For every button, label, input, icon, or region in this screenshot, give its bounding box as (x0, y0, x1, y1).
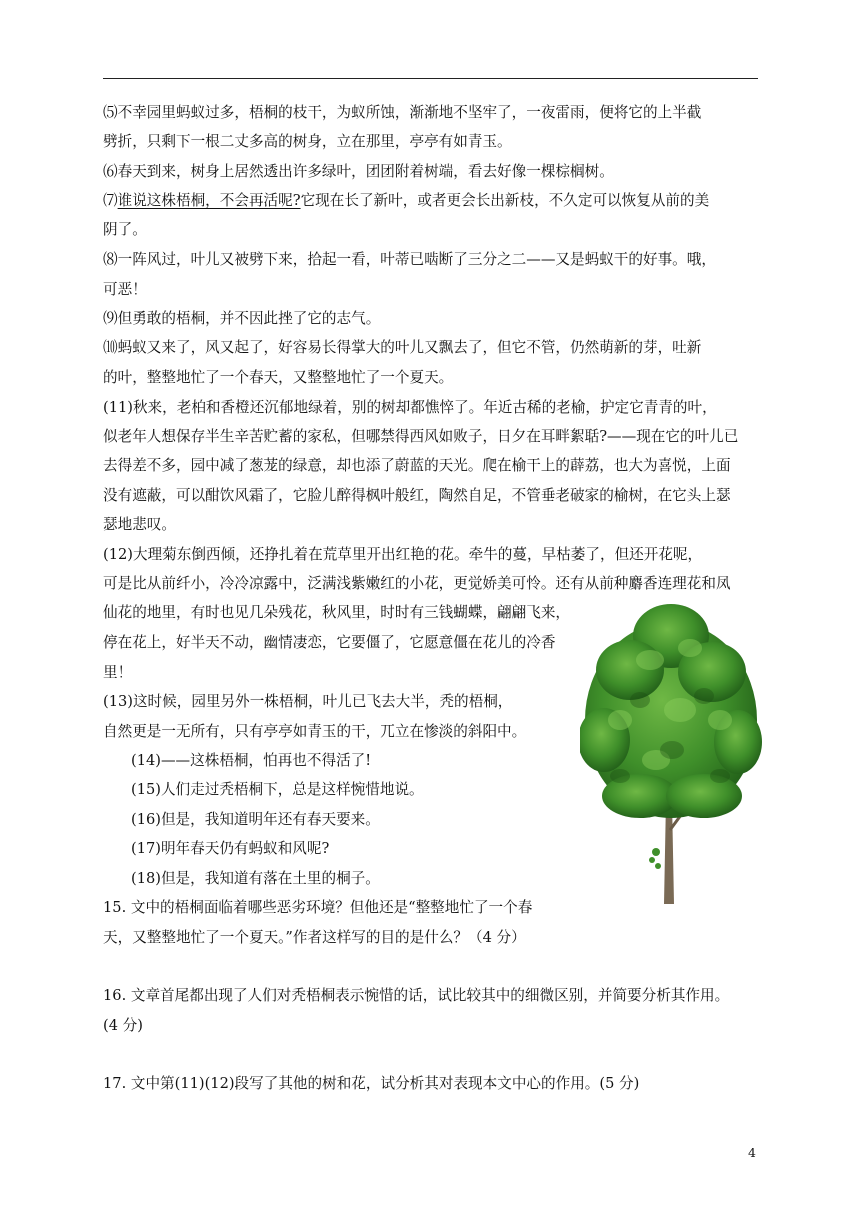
p15: (15)人们走过秃梧桐下，总是这样惋惜地说。 (131, 781, 424, 798)
p13-line1: (13)这时候，园里另外一株梧桐，叶儿已飞去大半，秃的梧桐， (103, 693, 513, 710)
p5-line1: ⑸不幸园里蚂蚁过多，梧桐的枝干，为蚁所蚀，渐渐地不坚牢了，一夜雷雨，便将它的上半截 (103, 104, 702, 121)
p5-line2: 劈折，只剩下一根二丈多高的树身，立在那里，亭亭有如青玉。 (103, 133, 512, 150)
p12-line5: 里！ (103, 664, 133, 681)
page-number: 4 (748, 1145, 756, 1160)
p12-line3: 仙花的地里，有时也见几朵残花，秋风里，时时有三钱蝴蝶，翩翩飞来， (103, 604, 571, 621)
p10-line2: 的叶，整整地忙了一个春天，又整整地忙了一个夏天。 (103, 369, 454, 386)
p17: (17)明年春天仍有蚂蚁和风呢? (131, 840, 330, 857)
question-15-line2: 天，又整整地忙了一个夏天。”作者这样写的目的是什么？（4 分） (103, 929, 526, 946)
p7-line2: 阴了。 (103, 221, 147, 238)
p12-line4: 停在花上，好半天不动，幽情凄恋，它要僵了，它愿意僵在花儿的冷香 (103, 634, 556, 651)
p16: (16)但是，我知道明年还有春天要来。 (131, 811, 380, 828)
p14: (14)——这株梧桐，怕再也不得活了! (131, 752, 372, 769)
p12-line2: 可是比从前纤小，冷冷凉露中，泛满浅紫嫩红的小花，更觉娇美可怜。还有从前种麝香连理花和凤 (103, 575, 731, 592)
question-17: 17. 文中第(11)(12)段写了其他的树和花，试分析其对表现本文中心的作用。(5 分) (103, 1075, 640, 1092)
p8-line1: ⑻一阵风过，叶儿又被劈下来，拾起一看，叶蒂已啮断了三分之二——又是蚂蚁干的好事。哦， (103, 251, 716, 268)
p11-line2: 似老年人想保存半生辛苦贮蓄的家私，但哪禁得西风如败子，日夕在耳畔絮聒?——现在它的叶儿已 (103, 428, 739, 445)
p6-line1: ⑹春天到来，树身上居然透出许多绿叶，团团附着树端，看去好像一棵棕榈树。 (103, 163, 614, 180)
p11-line3: 去得差不多，园中减了葱茏的绿意，却也添了蔚蓝的天光。爬在榆干上的薜荔，也大为喜悦，上面 (103, 457, 731, 474)
p11-line4: 没有遮蔽，可以酣饮风霜了，它脸儿醉得枫叶般红，陶然自足，不管垂老破家的榆树，在它头上瑟 (103, 487, 731, 504)
question-16-line1: 16. 文章首尾都出现了人们对秃梧桐表示惋惜的话，试比较其中的细微区别，并简要分析其作用。 (103, 987, 730, 1004)
p8-line2: 可恶！ (103, 281, 147, 298)
p11-line1: (11)秋来，老柏和香橙还沉郁地绿着，别的树却都憔悴了。年近古稀的老榆，护定它青青的叶， (103, 399, 717, 416)
p7-line1 (103, 191, 709, 211)
p12-line1: (12)大理菊东倒西倾，还挣扎着在荒草里开出红艳的花。牵牛的蔓，早枯萎了，但还开花呢， (103, 546, 703, 563)
header-rule (103, 78, 758, 79)
tree-icon (580, 600, 762, 904)
p7-rest: 它现在长了新叶，或者更会长出新枝，不久定可以恢复从前的美 (300, 192, 710, 209)
p13-line2: 自然更是一无所有，只有亭亭如青玉的干，兀立在惨淡的斜阳中。 (103, 723, 527, 740)
p18: (18)但是，我知道有落在土里的桐子。 (131, 870, 380, 887)
p7-prefix: ⑺ (103, 192, 118, 209)
p9-line1: ⑼但勇敢的梧桐，并不因此挫了它的志气。 (103, 310, 381, 327)
p11-line5: 瑟地悲叹。 (103, 516, 176, 533)
p7-underlined-sentence: 谁说这株梧桐，不会再活呢? (117, 192, 301, 209)
p10-line1: ⑽蚂蚁又来了，风又起了，好容易长得掌大的叶儿又飘去了，但它不管，仍然萌新的芽，吐新 (103, 339, 702, 356)
question-15-line1: 15. 文中的梧桐面临着哪些恶劣环境？但他还是“整整地忙了一个春 (103, 899, 533, 916)
question-16-line2: (4 分) (103, 1017, 143, 1034)
